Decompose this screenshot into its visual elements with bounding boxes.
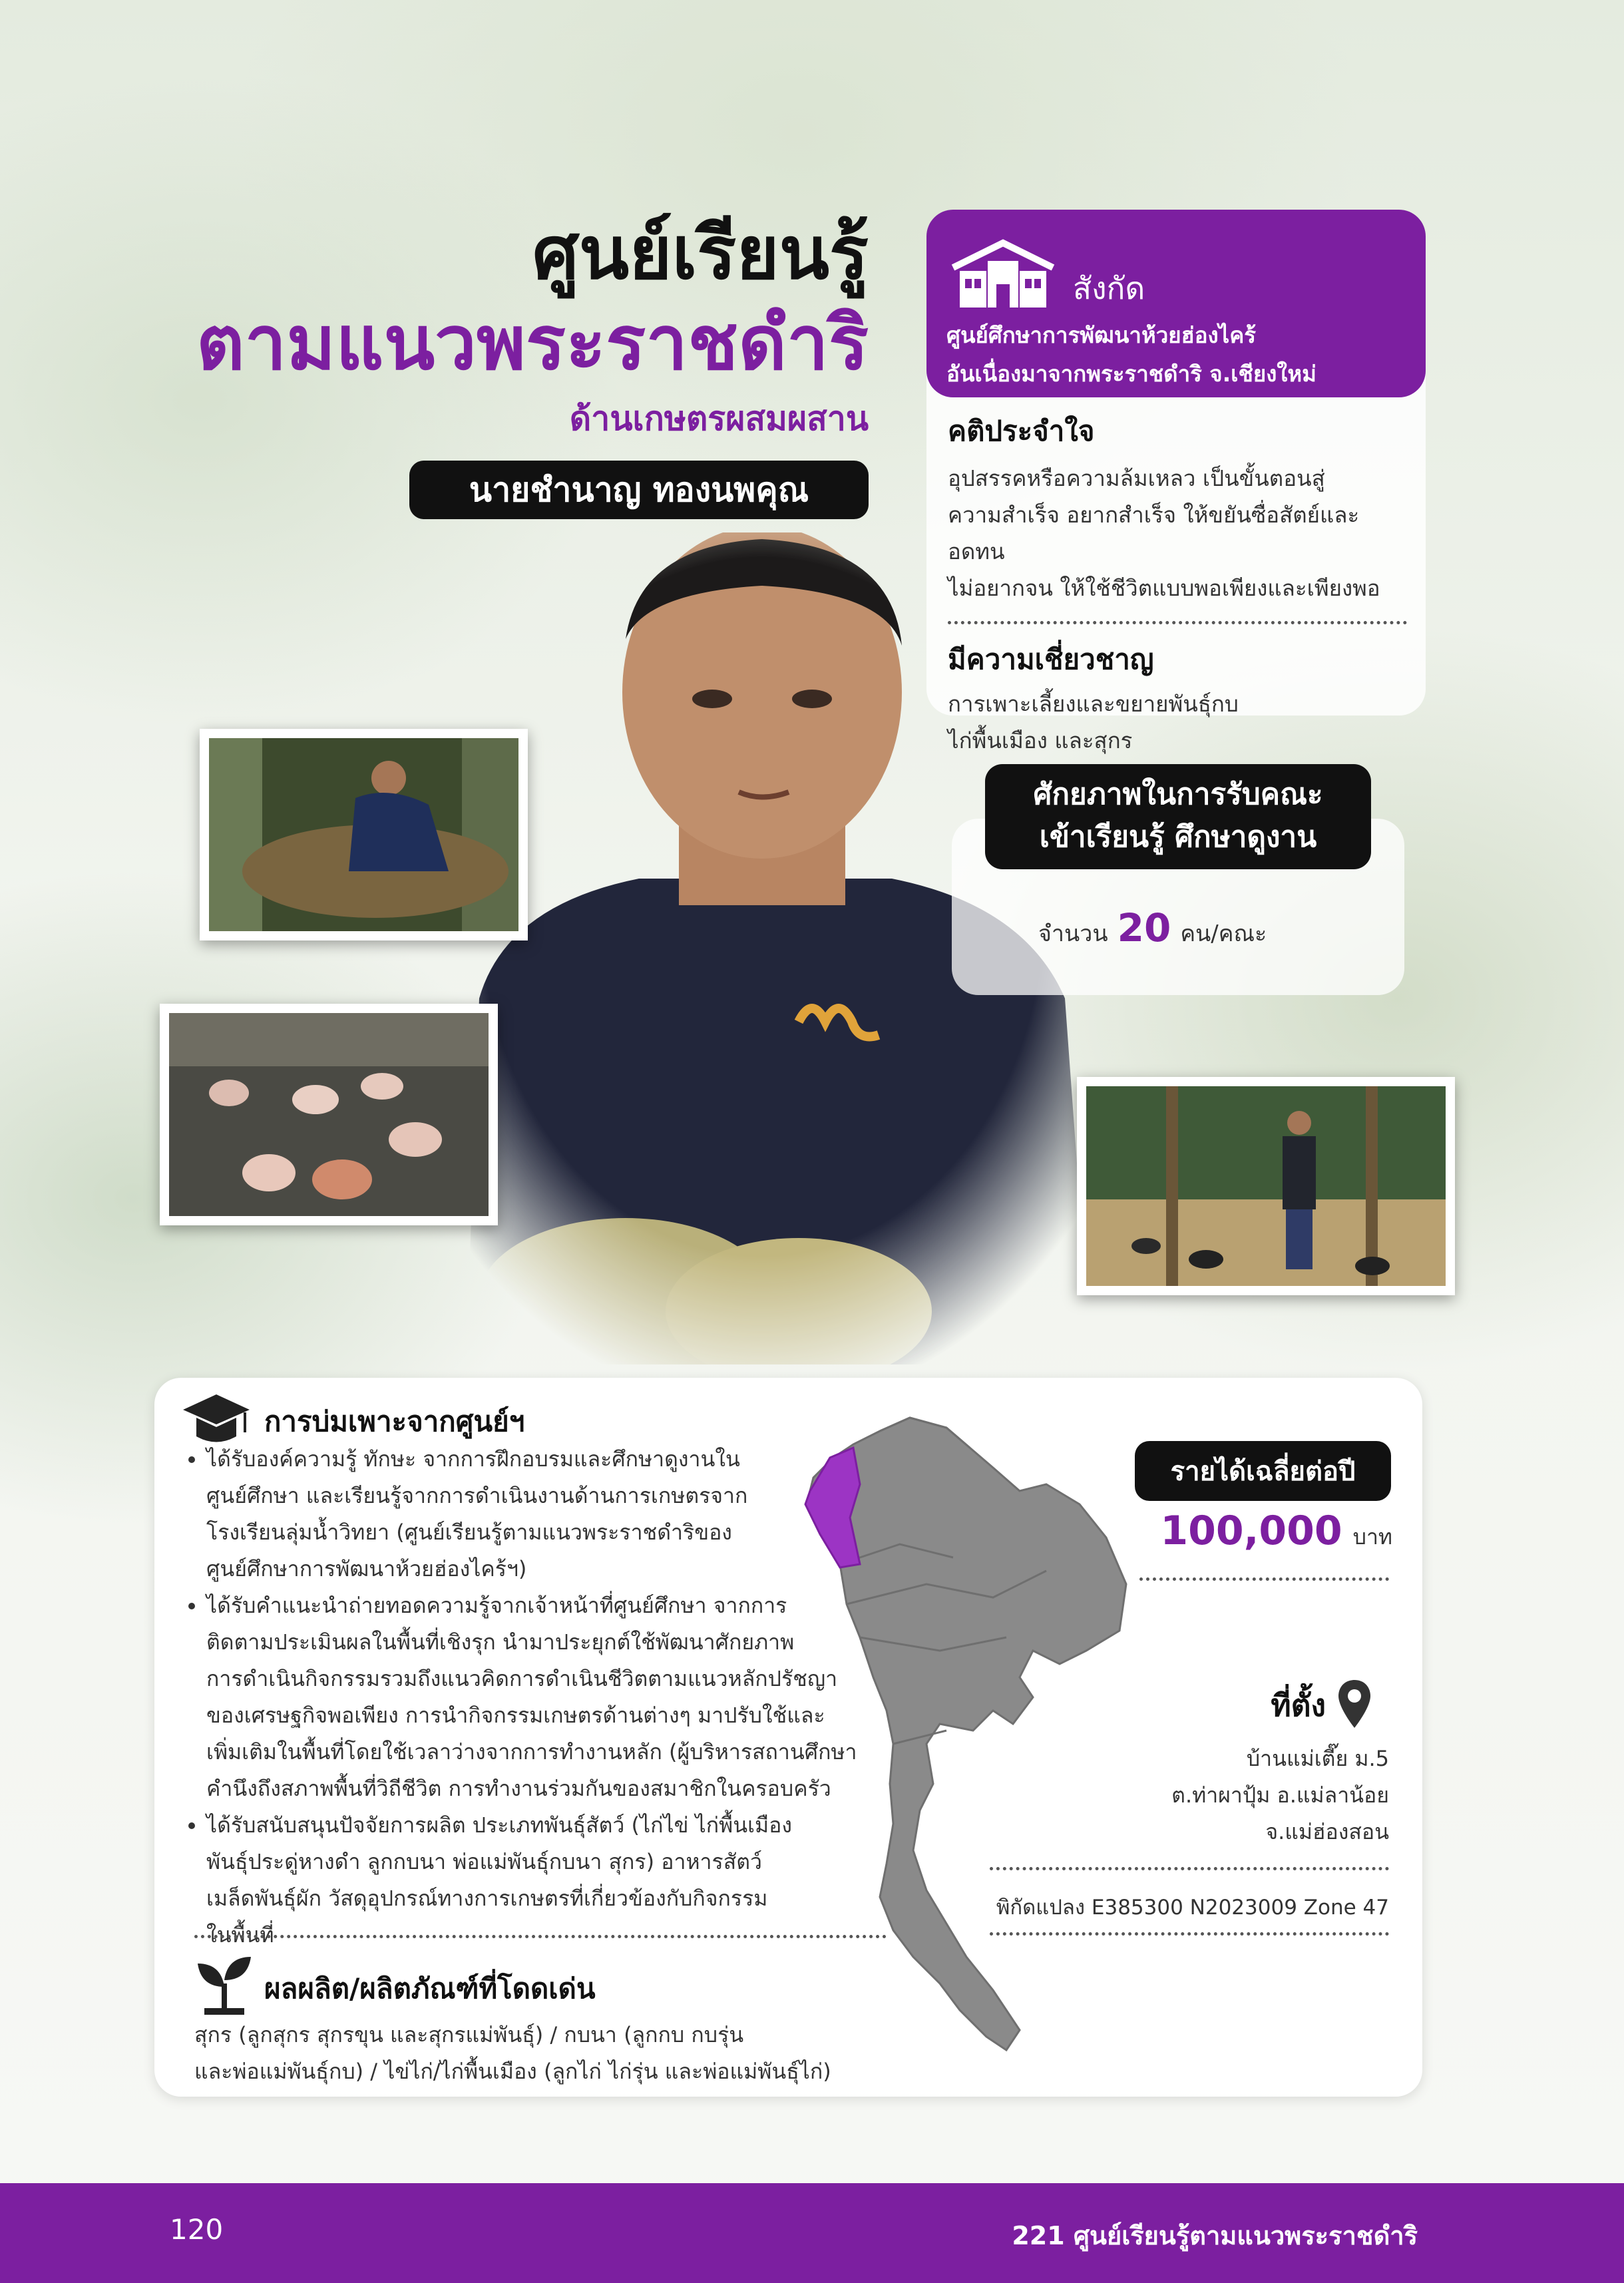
capacity-prefix: จำนวน [1038, 921, 1108, 947]
motto-text [948, 460, 1407, 606]
page-number: 120 [170, 2213, 224, 2246]
address-line: จ.แม่ฮ่องสอน [1265, 1819, 1389, 1844]
expertise-line: ไก่พื้นเมือง และสุกร [948, 727, 1133, 753]
motto-line: ความสำเร็จ อยากสำเร็จ ให้ขยันซื่อสัตย์และอดทน [948, 502, 1360, 564]
photo-chicken-coop [1077, 1077, 1455, 1295]
products-heading: ผลผลิต/ผลิตภัณฑ์ที่โดดเด่น [264, 1972, 596, 2005]
location-label: ที่ตั้ง [1271, 1687, 1326, 1723]
address-line: ต.ท่าผาปุ้ม อ.แม่ลาน้อย [1171, 1782, 1389, 1808]
address [1053, 1741, 1389, 1850]
capacity-heading-line: เข้าเรียนรู้ ศึกษาดูงาน [1039, 820, 1317, 854]
page-title-line2: ตามแนวพระราชดำริ [196, 300, 869, 387]
income-unit: บาท [1352, 1524, 1392, 1550]
motto-line: ไม่อยากจน ให้ใช้ชีวิตแบบพอเพียงและเพียงพอ [948, 575, 1380, 601]
training-heading: การบ่มเพาะจากศูนย์ฯ [264, 1405, 525, 1438]
school-building-icon [946, 238, 1060, 311]
photo-pig-pen [160, 1004, 498, 1225]
coordinates: พิกัดแปลง E385300 N2023009 Zone 47 [996, 1896, 1389, 1920]
book-title: 221 ศูนย์เรียนรู้ตามแนวพระราชดำริ [1012, 2221, 1418, 2250]
training-item: • ได้รับองค์ความรู้ ทักษะ จากการฝึกอบรมและศึกษาดูงานใน ศูนย์ศึกษา และเรียนรู้จากการดำเนินงานด้านการเกษตรจาก โรงเรียนลุ่มน้ำวิทยา (ศูนย์เรียนรู้ตามแนวพระราชดำริของ ศูนย์ศึกษาการพัฒนาห้วยฮ่องไคร้ฯ) [206, 1441, 925, 1587]
page-subtitle: ด้านเกษตรผสมผสาน [569, 399, 869, 438]
photo-frog-pond [200, 729, 528, 940]
page-title-line1: ศูนย์เรียนรู้ [532, 210, 869, 296]
affiliation-label: สังกัด [1073, 270, 1145, 306]
person-name: นายชำนาญ ทองนพคุณ [469, 470, 809, 509]
divider [194, 1935, 887, 1938]
motto-heading: คติประจำใจ [948, 415, 1095, 447]
affiliation-header [926, 210, 1426, 397]
expertise-heading: มีความเชี่ยวชาญ [948, 643, 1154, 676]
divider [990, 1867, 1389, 1870]
mae-hong-son-highlight [805, 1448, 860, 1567]
income-label: รายได้เฉลี่ยต่อปี [1170, 1456, 1356, 1487]
products-line: และพ่อแม่พันธุ์กบ) / ไข่ไก่/ไก่พื้นเมือง (ลูกไก่ ไก่รุ่น และพ่อแม่พันธุ์ไก่) [194, 2059, 831, 2084]
capacity-heading-line: ศักยภาพในการรับคณะ [1033, 777, 1323, 811]
products-line: สุกร (ลูกสุกร สุกรขุน และสุกรแม่พันธุ์) / กบนา (ลูกกบ กบรุ่น [194, 2022, 744, 2047]
affiliation-line: ศูนย์ศึกษาการพัฒนาห้วยฮ่องไคร้ [946, 322, 1257, 348]
affiliation-line: อันเนื่องมาจากพระราชดำริ จ.เชียงใหม่ [946, 361, 1317, 387]
affiliation-text [946, 316, 1412, 393]
training-item: • ได้รับคำแนะนำถ่ายทอดความรู้จากเจ้าหน้าที่ศูนย์ศึกษา จากการ ติดตามประเมินผลในพื้นที่เชิงรุก นำมาประยุกต์ใช้พัฒนาศักยภาพ การดำเนินกิจกรรมรวมถึงแนวคิดการดำเนินชีวิตตามแนวหลักปรัชญา ของเศรษฐกิจพอเพียง การนำกิจกรรมเกษตรด้านต่างๆ มาปรับใช้และ เพิ่มเติมในพื้นที่โดยใช้เวลาว่างจากการทำงานหลัก (ผู้บริหารสถานศึกษา คำนึงถึงสภาพพื้นที่วิถีชีวิต การทำงานร่วมกันของสมาชิกในครอบครัว [206, 1587, 925, 1807]
training-item: • ได้รับสนับสนุนปัจจัยการผลิต ประเภทพันธุ์สัตว์ (ไก่ไข่ ไก่พื้นเมือง พันธุ์ประดู่หางดำ ลูกกบนา พ่อแม่พันธุ์กบนา สุกร) อาหารสัตว์ เมล็ดพันธุ์ผัก วัสดุอุปกรณ์ทางการเกษตรที่เกี่ยวข้องกับกิจกรรม ในพื้นที่ [206, 1807, 925, 1954]
page-footer [0, 2183, 1624, 2283]
plant-sprout-icon [194, 1954, 254, 2017]
person-name-badge [409, 461, 869, 519]
address-line: บ้านแม่เตี๊ย ม.5 [1246, 1746, 1389, 1771]
motto-line: อุปสรรคหรือความล้มเหลว เป็นขั้นตอนสู่ [948, 465, 1325, 491]
income-label-pill [1135, 1441, 1391, 1501]
capacity-unit: คน/คณะ [1180, 921, 1267, 947]
divider [990, 1932, 1389, 1936]
location-pin-icon [1336, 1677, 1373, 1731]
info-card [926, 210, 1426, 753]
capacity-heading-pill [985, 764, 1371, 869]
expertise-line: การเพาะเลี้ยงและขยายพันธุ์กบ [948, 691, 1239, 717]
expertise-text [948, 686, 1407, 759]
divider [948, 621, 1407, 624]
capacity-value: 20 [1117, 905, 1171, 950]
divider [1139, 1577, 1389, 1581]
income-value: 100,000 [1160, 1508, 1342, 1554]
